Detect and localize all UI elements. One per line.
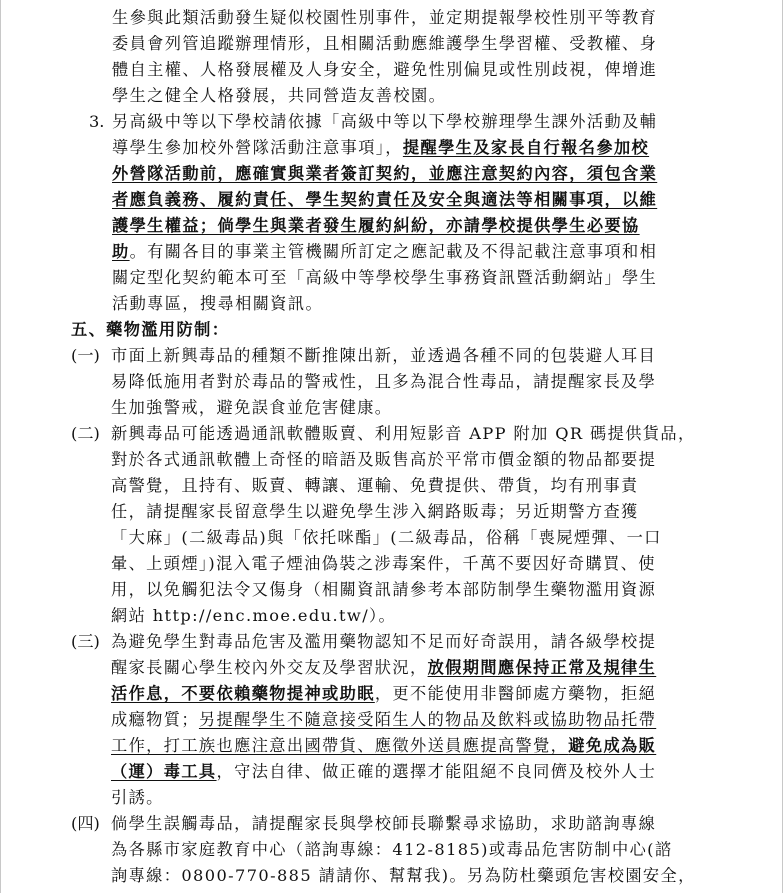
- text-line: 網站 http://enc.moe.edu.tw/）。: [111, 606, 397, 625]
- text-line: 學生之健全人格發展，共同營造友善校園。: [112, 86, 447, 105]
- text-line: 任，請提醒家長留意學生以避免學生涉入網路販毒；另近期警方查獲: [111, 502, 639, 521]
- underlined-text: 工作，打工族也應注意出國帶貨、應徵外送員應提高警覺，: [111, 736, 569, 755]
- text-line: 生加強警戒，避免誤食並危害健康。: [111, 398, 393, 417]
- subitem-number: (一): [71, 346, 100, 365]
- text-line: 另高級中等以下學校請依據「高級中等以下學校辦理學生課外活動及輔: [112, 112, 658, 131]
- text-line: 易降低施用者對於毒品的警戒性，且多為混合性毒品，請提醒家長及學: [111, 372, 657, 391]
- text-line: 用，以免觸犯法令又傷身（相關資訊請參考本部防制學生藥物濫用資源: [111, 580, 657, 599]
- text-line: 關定型化契約範本可至「高級中等學校學生事務資訊暨活動網站」學生: [112, 268, 658, 287]
- text-line: [111, 733, 656, 759]
- text-line: 體自主權、人格發展權及人身安全，避免性別偏見或性別歧視，俾增進: [112, 60, 658, 79]
- text-span: ，更不能使用非醫師處方藥物，拒絕: [374, 684, 657, 703]
- subitem-number: (二): [71, 424, 100, 443]
- text-span: 醒家長關心學生校內外交友及學習狀況，: [111, 658, 428, 677]
- emphasis-text: 提醒學生及家長自行報名參加校: [402, 138, 650, 157]
- text-line: 新興毒品可能透過通訊軟體販賣、利用短影音 APP 附加 QR 碼提供貨品，: [111, 424, 696, 443]
- text-line: 引誘。: [111, 788, 164, 807]
- text-line: 委員會列管追蹤辦理情形，且相關活動應維護學生學習權、受教權、身: [112, 34, 658, 53]
- emphasis-text: 避免成為販: [568, 736, 657, 755]
- text-line: 市面上新興毒品的種類不斷推陳出新，並透過各種不同的包裝避人耳目: [111, 346, 657, 365]
- emphasis-text: （運）毒工具: [111, 762, 217, 781]
- text-span: 。有關各目的事業主管機關所訂定之應記載及不得記載注意事項和相: [129, 242, 658, 261]
- subitem-number: (四): [71, 814, 100, 833]
- text-line: 詢專線：0800-770-885 請請你、幫幫我)。另為防杜藥頭危害校園安全，: [111, 866, 696, 885]
- text-line: [111, 707, 656, 733]
- text-span: 導學生參加校外營隊活動注意事項」，: [112, 138, 403, 157]
- emphasis-text: 活作息，不要依賴藥物提神或助眠: [111, 684, 375, 703]
- text-line: 暈、上頭煙」)混入電子煙油偽裝之涉毒案件，千萬不要因好奇購買、使: [111, 554, 656, 573]
- text-line: 活動專區，搜尋相關資訊。: [112, 294, 324, 313]
- text-line: [111, 655, 656, 681]
- text-line: 對於各式通訊軟體上奇怪的暗語及販售高於平常市價金額的物品都要提: [111, 450, 657, 469]
- emphasis-line: 者應負義務、履約責任、學生契約責任及安全與適法等相關事項，以維: [112, 190, 658, 209]
- text-line: [111, 681, 656, 707]
- text-line: 「大麻」(二級毒品)與「依托咪酯」(二級毒品，俗稱「喪屍煙彈、一口: [111, 528, 662, 547]
- emphasis-text: 放假期間應保持正常及規律生: [427, 658, 657, 677]
- item-number: 3.: [89, 112, 105, 131]
- emphasis-text: 助: [112, 242, 130, 261]
- text-line: [112, 239, 657, 265]
- underlined-text: 另提醒學生不隨意接受陌生人的物品及飲料或協助物品托帶: [198, 710, 657, 729]
- text-line: [111, 759, 656, 785]
- section-heading: 五、藥物濫用防制：: [71, 320, 230, 339]
- emphasis-line: 外營隊活動前，應確實與業者簽訂契約，並應注意契約內容，須包含業: [112, 164, 658, 183]
- text-line: [112, 135, 649, 161]
- emphasis-line: 護學生權益；倘學生與業者發生履約糾紛，亦請學校提供學生必要協: [112, 216, 640, 235]
- text-line: 為避免學生對毒品危害及濫用藥物認知不足而好奇誤用，請各級學校提: [111, 632, 657, 651]
- text-span: 成癮物質；: [111, 710, 199, 729]
- text-span: ，守法自律、做正確的選擇才能阻絕不良同儕及校外人士: [216, 762, 657, 781]
- text-line: 為各縣市家庭教育中心（諮詢專線：412-8185)或毒品危害防制中心(諮: [111, 840, 673, 859]
- text-line: 高警覺，且持有、販賣、轉讓、運輸、免費提供、帶貨，均有刑事責: [111, 476, 639, 495]
- subitem-number: (三): [71, 632, 100, 651]
- text-line: 倘學生誤觸毒品，請提醒家長與學校師長聯繫尋求協助，求助諮詢專線: [111, 814, 657, 833]
- text-line: 生參與此類活動發生疑似校園性別事件，並定期提報學校性別平等教育: [112, 8, 658, 27]
